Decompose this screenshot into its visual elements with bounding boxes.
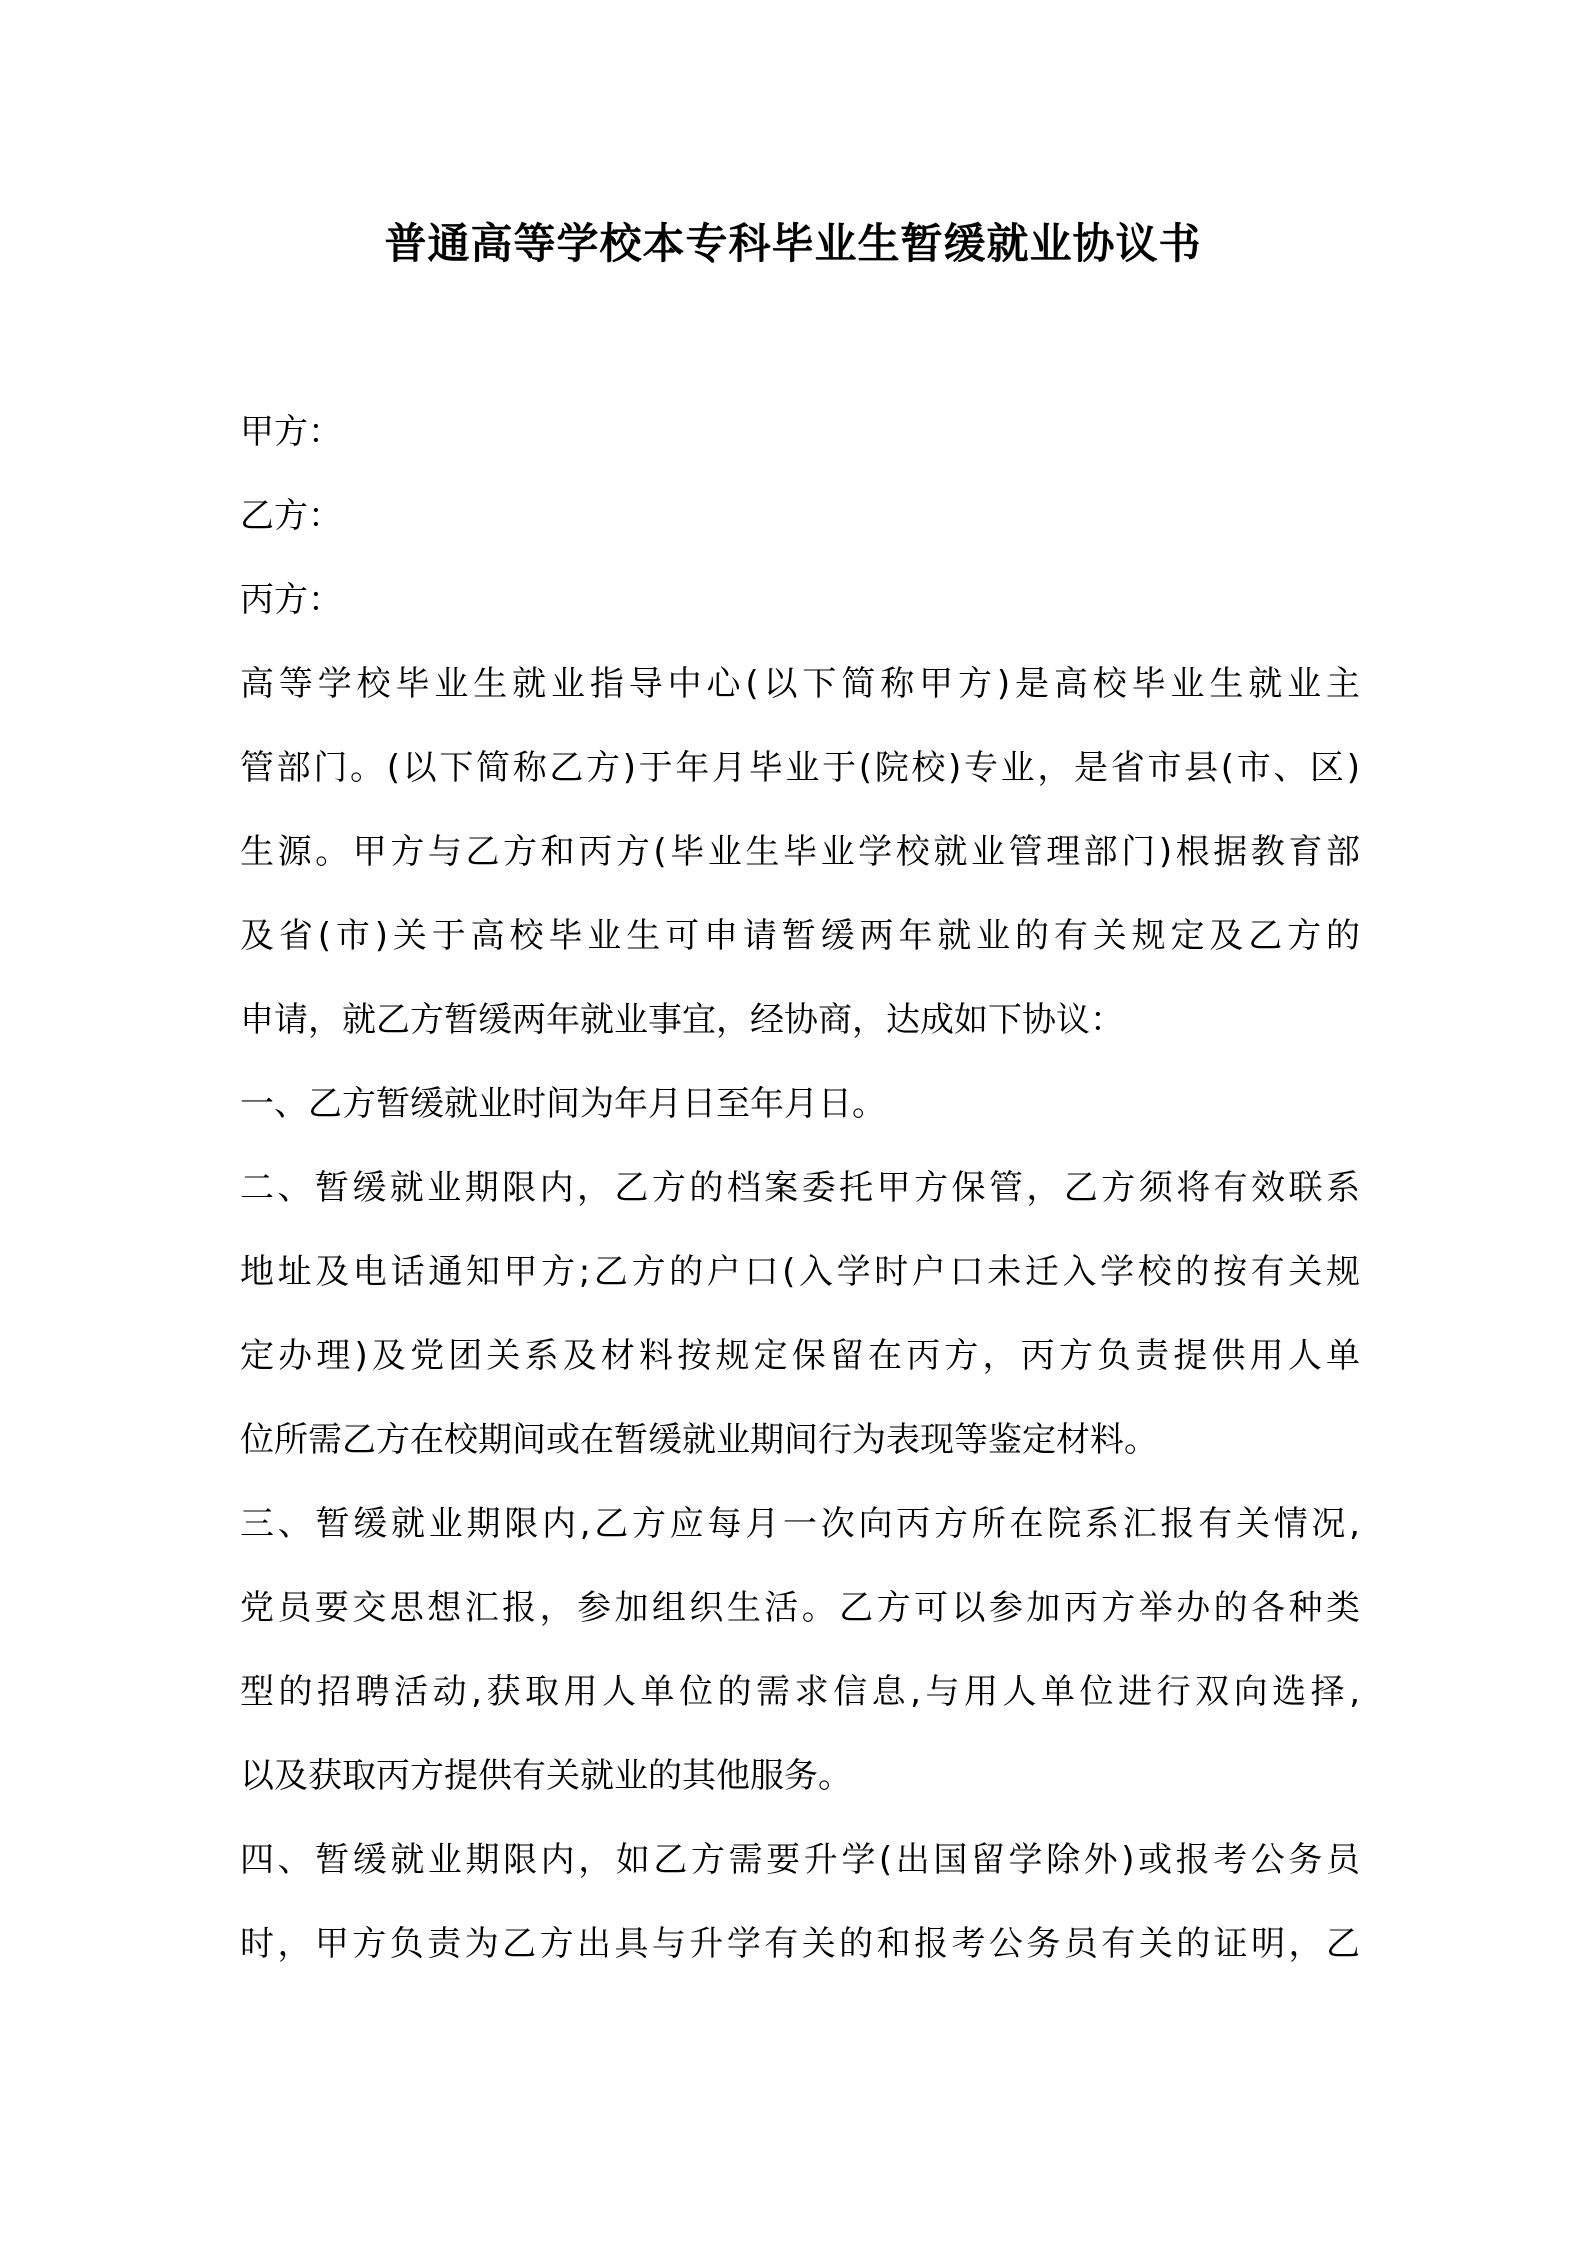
party-a-line: 甲方： bbox=[240, 412, 342, 452]
document-title: 普通高等学校本专科毕业生暂缓就业协议书 bbox=[384, 219, 1202, 268]
party-c-line: 丙方： bbox=[240, 580, 342, 620]
clause-4-line: 时，甲方负责为乙方出具与升学有关的和报考公务员有关的证明，乙 bbox=[240, 1924, 1360, 1964]
clause-1-paragraph bbox=[240, 1062, 1360, 1146]
clause-3-line: 型的招聘活动,获取用人单位的需求信息,与用人单位进行双向选择, bbox=[240, 1672, 1360, 1712]
clause-2-line: 地址及电话通知甲方;乙方的户口(入学时户口未迁入学校的按有关规 bbox=[240, 1252, 1360, 1292]
clause-3-paragraph bbox=[240, 1482, 1360, 1818]
preamble-line: 高等学校毕业生就业指导中心(以下简称甲方)是高校毕业生就业主 bbox=[240, 664, 1360, 704]
clause-1-line: 一、乙方暂缓就业时间为年月日至年月日。 bbox=[240, 1084, 886, 1124]
preamble-line: 生源。甲方与乙方和丙方(毕业生毕业学校就业管理部门)根据教育部 bbox=[240, 832, 1360, 872]
preamble-paragraph bbox=[240, 642, 1360, 1062]
document-body bbox=[240, 390, 1360, 1986]
clause-4-paragraph bbox=[240, 1818, 1360, 1986]
clause-2-paragraph bbox=[240, 1146, 1360, 1482]
preamble-line: 及省(市)关于高校毕业生可申请暂缓两年就业的有关规定及乙方的 bbox=[240, 916, 1360, 956]
clause-3-line: 三、暂缓就业期限内,乙方应每月一次向丙方所在院系汇报有关情况, bbox=[240, 1504, 1360, 1544]
clause-3-line: 党员要交思想汇报，参加组织生活。乙方可以参加丙方举办的各种类 bbox=[240, 1588, 1360, 1628]
party-b-line: 乙方： bbox=[240, 496, 342, 536]
preamble-line: 管部门。(以下简称乙方)于年月毕业于(院校)专业，是省市县(市、区) bbox=[240, 748, 1360, 788]
preamble-line: 申请，就乙方暂缓两年就业事宜，经协商，达成如下协议： bbox=[240, 1000, 1124, 1040]
clause-2-line: 二、暂缓就业期限内，乙方的档案委托甲方保管，乙方须将有效联系 bbox=[240, 1168, 1360, 1208]
clause-4-line: 四、暂缓就业期限内，如乙方需要升学(出国留学除外)或报考公务员 bbox=[240, 1840, 1360, 1880]
clause-2-line: 位所需乙方在校期间或在暂缓就业期间行为表现等鉴定材料。 bbox=[240, 1420, 1158, 1460]
clause-3-line: 以及获取丙方提供有关就业的其他服务。 bbox=[240, 1756, 852, 1796]
clause-2-line: 定办理)及党团关系及材料按规定保留在丙方，丙方负责提供用人单 bbox=[240, 1336, 1360, 1376]
